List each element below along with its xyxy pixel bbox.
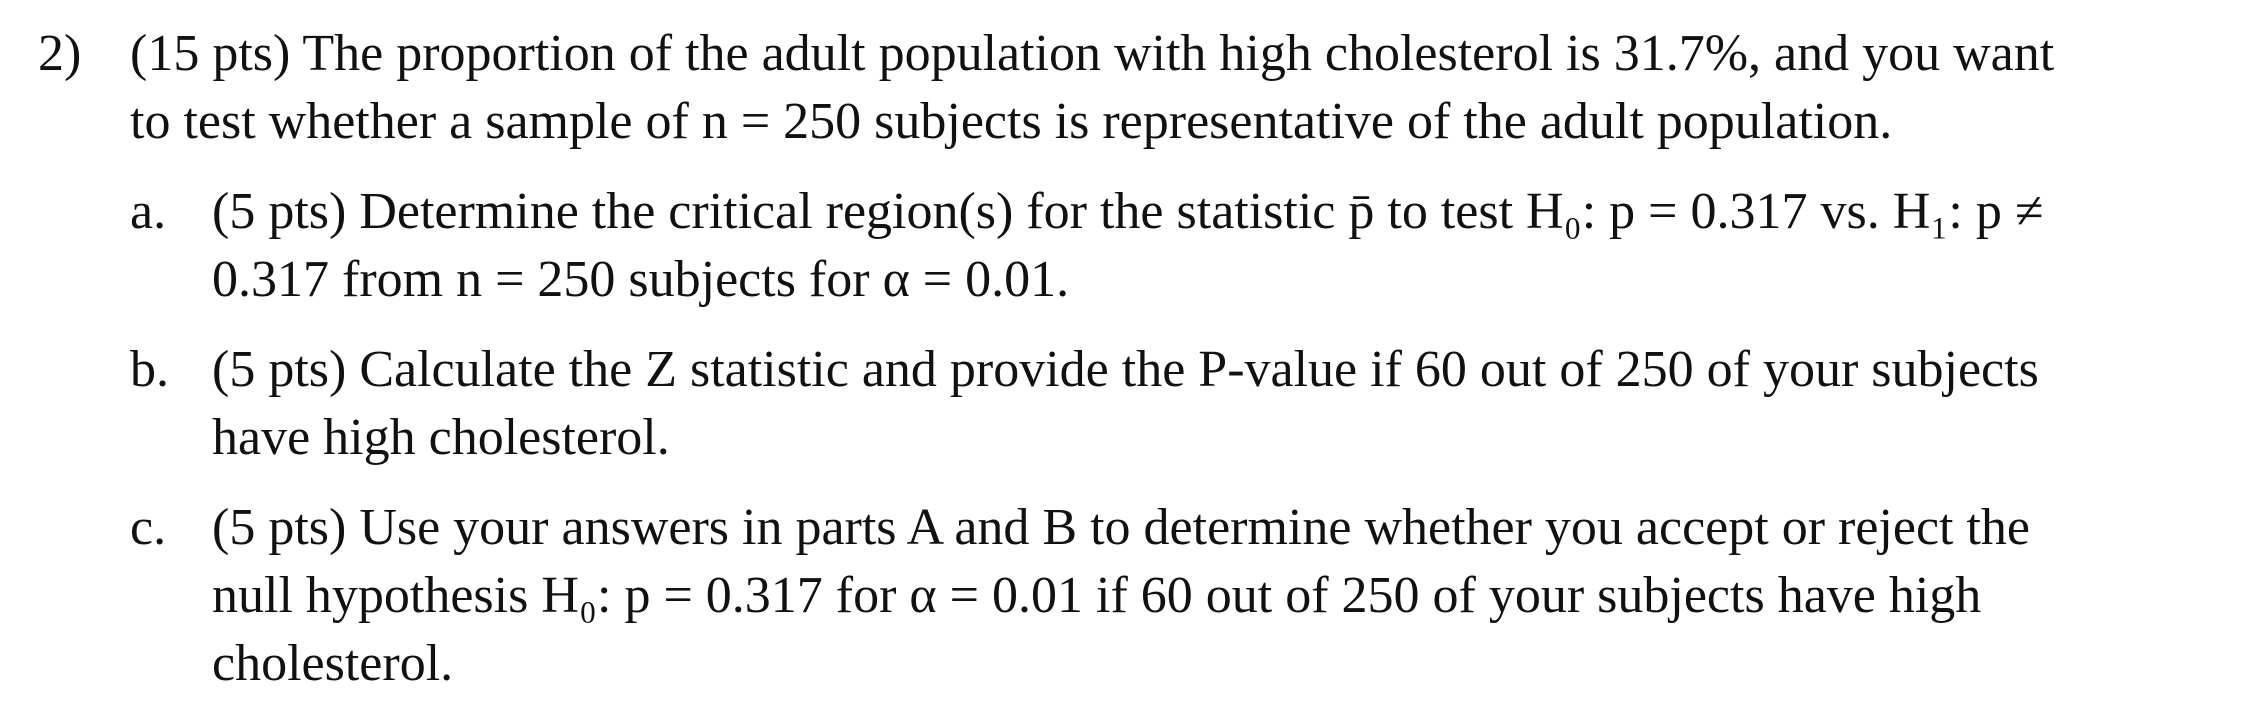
part-c-line: (5 pts) Use your answers in parts A and B to determine whether you accept or reject the	[212, 499, 2030, 556]
question-line: to test whether a sample of n = 250 subjects is representative of the adult population.	[130, 93, 1893, 150]
part-a-line: (5 pts) Determine the critical region(s) for the statistic p̄ to test H₀: p = 0.317 vs. H₁: p ≠	[212, 183, 2044, 240]
part-c-letter: c.	[130, 499, 167, 556]
part-b-text	[212, 336, 2232, 472]
part-c-line: cholesterol.	[212, 635, 454, 692]
part-b-line: have high cholesterol.	[212, 409, 670, 466]
part-a-letter: a.	[130, 183, 167, 240]
part-c-text	[212, 494, 2232, 698]
part-a-line: 0.317 from n = 250 subjects for α = 0.01.	[212, 251, 1070, 308]
part-b-line: (5 pts) Calculate the Z statistic and provide the P-value if 60 out of 250 of your subjects	[212, 341, 2039, 398]
question-text	[130, 20, 2230, 156]
question-line: (15 pts) The proportion of the adult population with high cholesterol is 31.7%, and you want	[130, 25, 2055, 82]
part-a-text	[212, 178, 2232, 314]
part-b-letter: b.	[130, 341, 169, 398]
part-c-line: null hypothesis H₀: p = 0.317 for α = 0.01 if 60 out of 250 of your subjects have high	[212, 567, 1982, 624]
question-number: 2)	[38, 25, 82, 82]
